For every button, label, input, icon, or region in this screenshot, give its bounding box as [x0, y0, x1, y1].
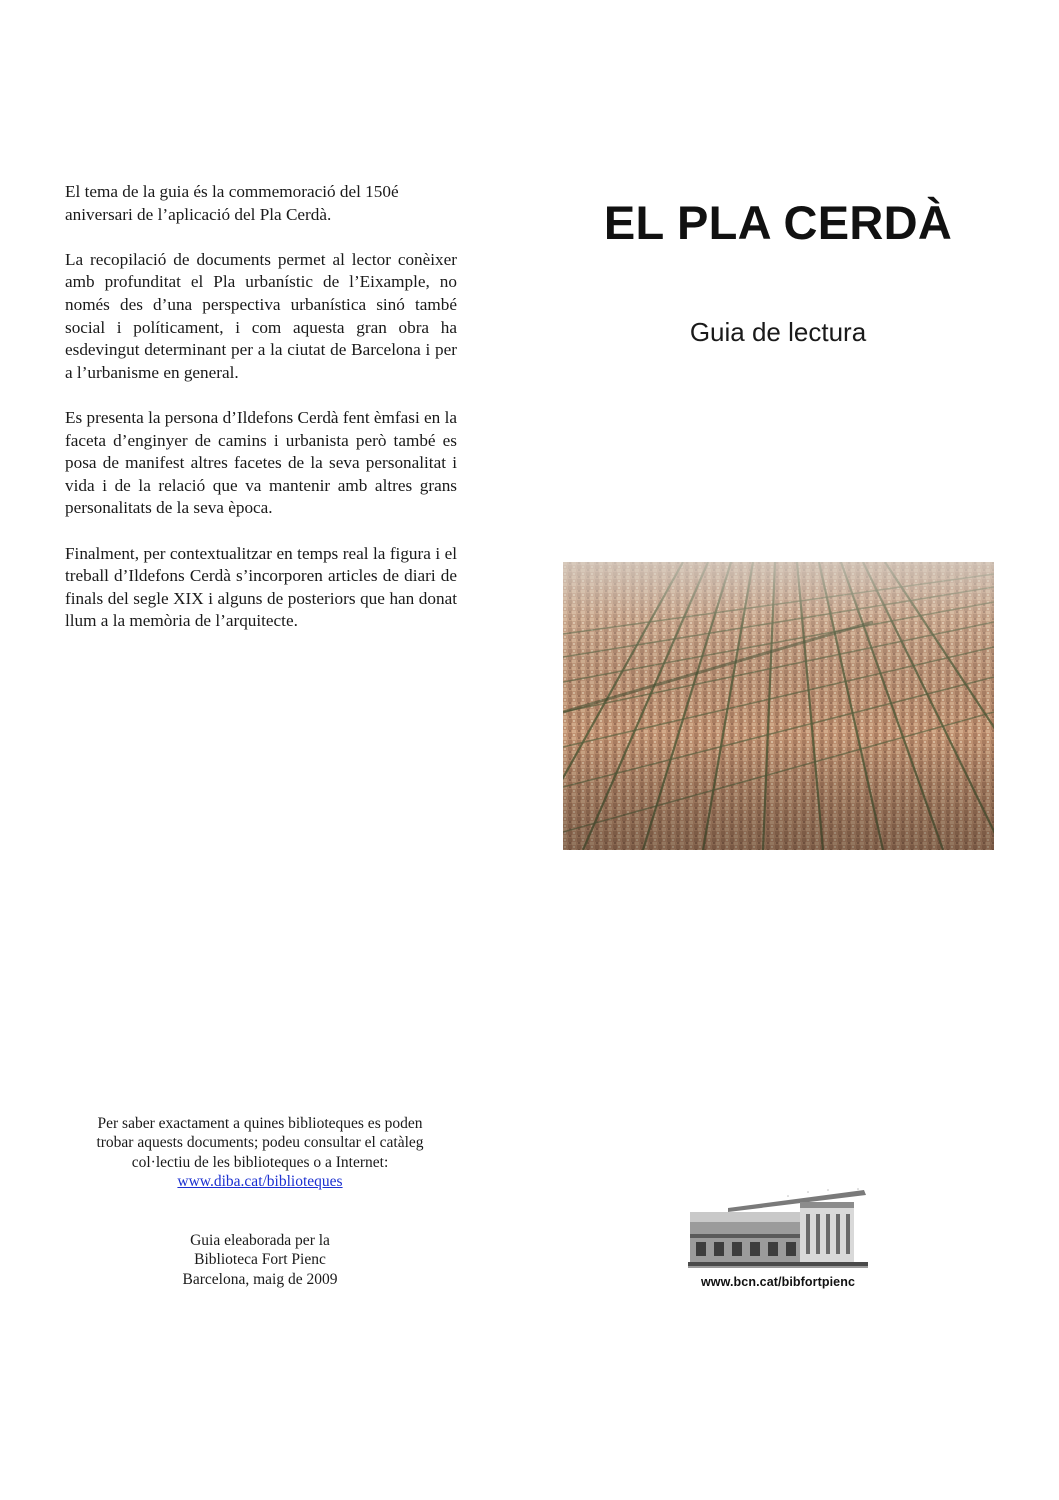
credits-line-2: Biblioteca Fort Pienc [194, 1251, 326, 1269]
intro-paragraph-3: Es presenta la persona d’Ildefons Cerdà fent èmfasi en la faceta d’enginyer de camins i urbanista però també es posa de manifest altres facetes de la seva personalitat i vida i de la relació que va mantenir amb altres grans personalitats de la seva època. [65, 407, 457, 518]
info-line-1: Per saber exactament a quines biblioteques es poden [97, 1115, 423, 1132]
intro-paragraph-1: El tema de la guia és la commemoració del 150é aniversari de l’aplicació del Pla Cerdà. [65, 182, 399, 224]
eixample-aerial-photo [563, 562, 994, 850]
info-line-2: trobar aquests documents; podeu consultar el catàleg [96, 1134, 424, 1152]
library-building-image [688, 1186, 868, 1272]
credits-line-3: Barcelona, maig de 2009 [182, 1270, 338, 1288]
availability-info [60, 1114, 460, 1192]
cover-title: EL PLA CERDÀ [603, 196, 953, 249]
library-url[interactable]: www.bcn.cat/bibfortpienc [700, 1275, 856, 1289]
credits [60, 1231, 460, 1289]
libraries-link[interactable]: www.diba.cat/biblioteques [177, 1173, 343, 1191]
credits-line-1: Guia eleaborada per la [190, 1232, 330, 1249]
intro-paragraph-4: Finalment, per contextualitzar en temps real la figura i el treball d’Ildefons Cerdà s’incorporen articles de diari de finals del segle XIX i alguns de posteriors que han donat llum a la memòria de l’arquitecte. [65, 543, 457, 631]
library-logo [688, 1186, 868, 1294]
intro-text [65, 181, 457, 655]
intro-paragraph-2: La recopilació de documents permet al lector conèixer amb profunditat el Pla urbanístic de l’Eixample, no només des d’una perspectiva urbanística sinó també social i políticament, i com aquesta gran obra ha esdevingut determinant per a la ciutat de Barcelona i per a l’urbanisme en general. [65, 249, 457, 382]
cover-subtitle: Guia de lectura [689, 317, 867, 347]
info-line-3: col·lectiu de les biblioteques o a Internet: [131, 1153, 389, 1171]
